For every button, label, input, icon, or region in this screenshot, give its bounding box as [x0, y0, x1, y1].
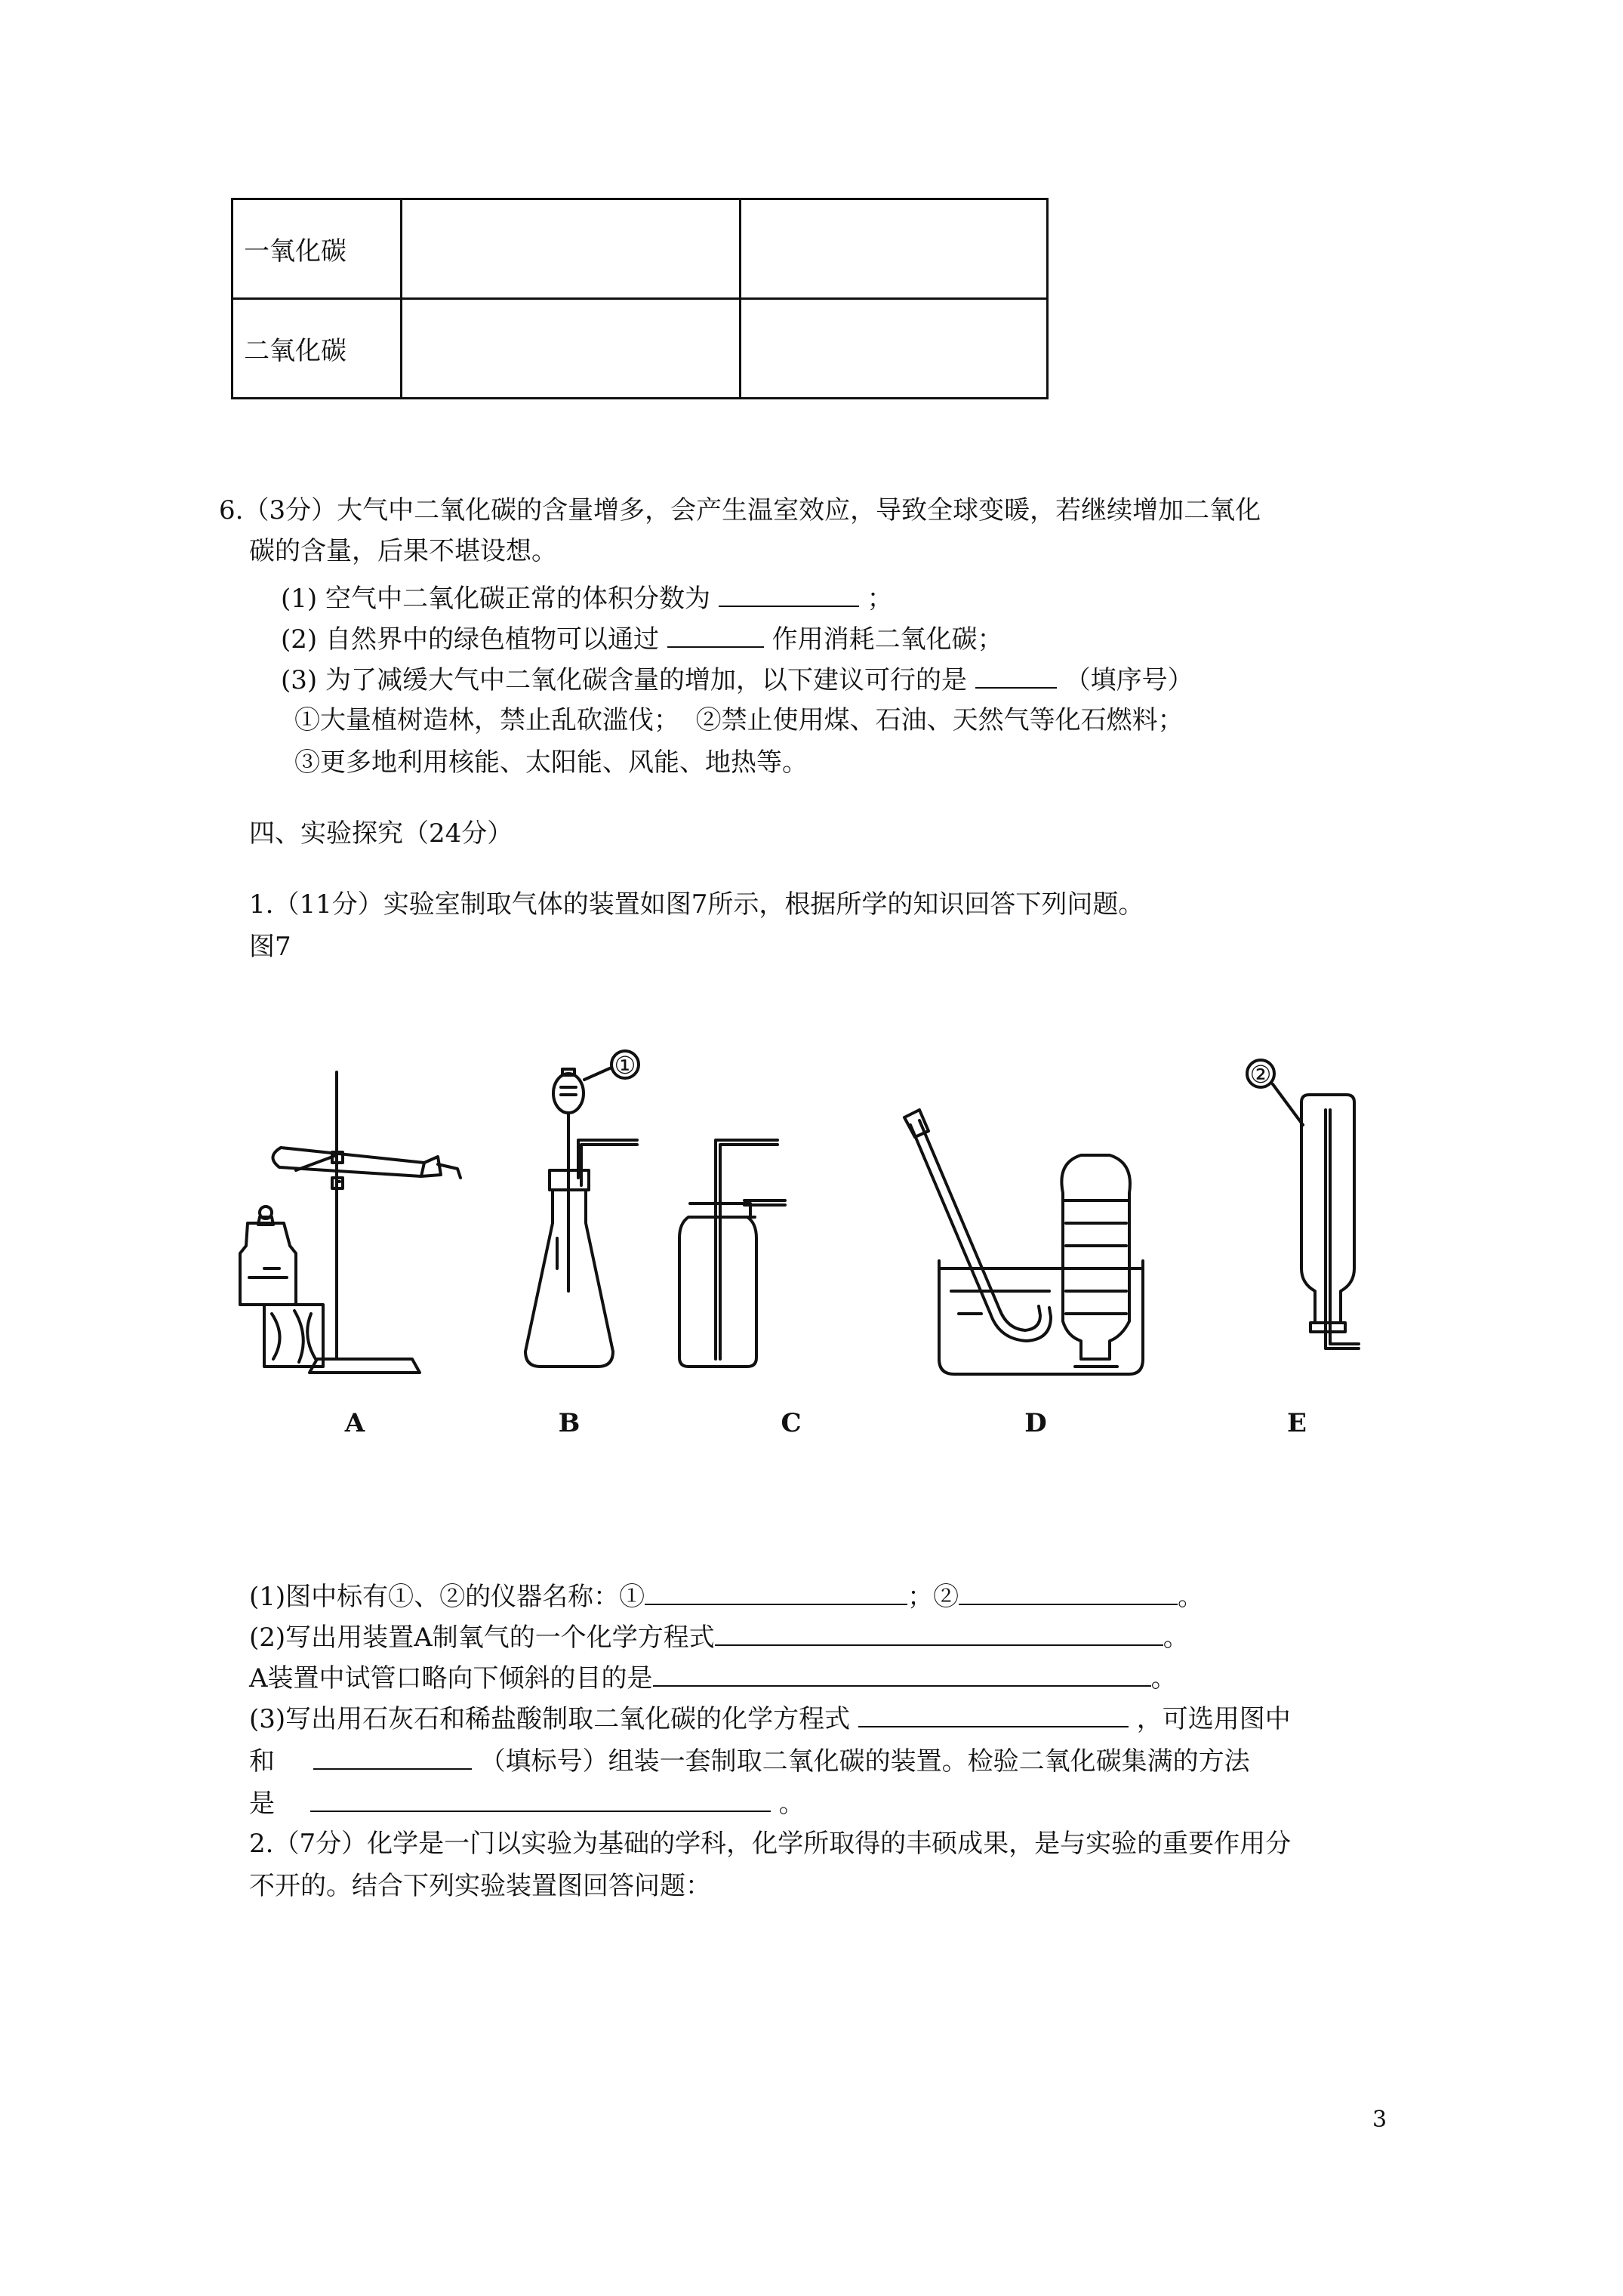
q1-part3b-prefix: 和	[249, 1746, 275, 1777]
q6-options-line2: ③更多地利用核能、太阳能、风能、地热等。	[294, 747, 808, 778]
table-row	[233, 299, 1048, 399]
table-cell-name: 一氧化碳	[233, 199, 402, 299]
section-title: 四、实验探究（24分）	[249, 818, 513, 849]
q6-options-line1: ①大量植树造林，禁止乱砍滥伐； ②禁止使用煤、石油、天然气等化石燃料；	[294, 705, 1184, 735]
answer-blank[interactable]	[719, 580, 859, 607]
apparatus-e	[1247, 1060, 1359, 1348]
apparatus-b	[525, 1051, 639, 1367]
answer-blank[interactable]	[310, 1785, 771, 1812]
answer-blank[interactable]	[645, 1578, 907, 1605]
answer-blank[interactable]	[313, 1743, 472, 1770]
q2-line1: 2.（7分）化学是一门以实验为基础的学科，化学所取得的丰硕成果，是与实验的重要作用分	[249, 1829, 1292, 1859]
q2-line2: 不开的。结合下列实验装置图回答问题：	[249, 1871, 711, 1901]
q1-part3-suffix: ，可选用图中	[1136, 1704, 1291, 1734]
q6-part1-prefix: (1) 空气中二氧化碳正常的体积分数为	[281, 584, 710, 614]
table-cell	[741, 199, 1048, 299]
apparatus-label-c: C	[781, 1408, 802, 1438]
figure-label: 图7	[249, 932, 291, 962]
q1-stem: 1.（11分）实验室制取气体的装置如图7所示，根据所学的知识回答下列问题。	[249, 889, 1144, 920]
q1-part2b-suffix: 。	[1150, 1663, 1177, 1693]
gas-table	[231, 198, 1049, 399]
q1-part1-prefix: (1)图中标有①、②的仪器名称：①	[249, 1582, 645, 1612]
answer-blank[interactable]	[975, 661, 1057, 689]
table-row	[233, 199, 1048, 299]
answer-blank[interactable]	[715, 1619, 1163, 1646]
q1-part1-suffix: 。	[1178, 1582, 1204, 1612]
apparatus-a	[240, 1072, 460, 1373]
q6-part3-suffix: （填序号）	[1064, 665, 1193, 695]
apparatus-label-b: B	[558, 1408, 581, 1438]
answer-blank[interactable]	[959, 1578, 1178, 1605]
q1-part3c	[249, 1785, 805, 1820]
q1-part3c-suffix: 。	[778, 1789, 805, 1819]
apparatus-label-e: E	[1287, 1408, 1307, 1438]
q1-part2-prefix: (2)写出用装置A制氧气的一个化学方程式	[249, 1623, 715, 1653]
marker-2: ②	[1249, 1060, 1272, 1089]
q1-part1-mid: ；②	[907, 1582, 959, 1612]
q6-part3-prefix: (3) 为了减缓大气中二氧化碳含量的增加，以下建议可行的是	[281, 665, 967, 695]
table-cell	[402, 299, 741, 399]
q1-part3b	[249, 1743, 1250, 1778]
apparatus-label-d: D	[1024, 1408, 1047, 1438]
q1-part3	[249, 1700, 1291, 1736]
apparatus-c	[679, 1140, 785, 1367]
q1-part2b-prefix: A装置中试管口略向下倾斜的目的是	[249, 1663, 653, 1693]
table-cell	[402, 199, 741, 299]
q1-part1	[249, 1578, 1203, 1613]
q6-part1	[281, 580, 893, 615]
answer-blank[interactable]	[667, 621, 764, 648]
apparatus-figure	[226, 1042, 1374, 1450]
q6-stem-line1: 6.（3分）大气中二氧化碳的含量增多，会产生温室效应，导致全球变暖，若继续增加二氧化	[219, 495, 1261, 525]
q6-part3	[281, 661, 1193, 697]
apparatus-label-a: A	[344, 1408, 365, 1438]
q6-stem-line2: 碳的含量，后果不堪设想。	[249, 536, 557, 566]
table-cell	[741, 299, 1048, 399]
marker-1: ①	[614, 1051, 636, 1080]
answer-blank[interactable]	[858, 1700, 1129, 1727]
q1-part3b-suffix: （填标号）组装一套制取二氧化碳的装置。检验二氧化碳集满的方法	[479, 1746, 1250, 1777]
q1-part2b	[249, 1660, 1177, 1695]
table-cell-name: 二氧化碳	[233, 299, 402, 399]
q6-part2-prefix: (2) 自然界中的绿色植物可以通过	[281, 624, 659, 655]
answer-blank[interactable]	[653, 1660, 1151, 1687]
q1-part2-suffix: 。	[1163, 1623, 1189, 1653]
apparatus-d	[904, 1110, 1143, 1374]
q6-part2	[281, 621, 1003, 656]
page-number: 3	[1372, 2106, 1387, 2133]
q1-part3c-prefix: 是	[249, 1789, 275, 1819]
q6-part1-suffix: ；	[867, 584, 893, 614]
q1-part3-prefix: (3)写出用石灰石和稀盐酸制取二氧化碳的化学方程式	[249, 1704, 851, 1734]
q1-part2	[249, 1619, 1189, 1654]
q6-part2-suffix: 作用消耗二氧化碳；	[771, 624, 1003, 655]
